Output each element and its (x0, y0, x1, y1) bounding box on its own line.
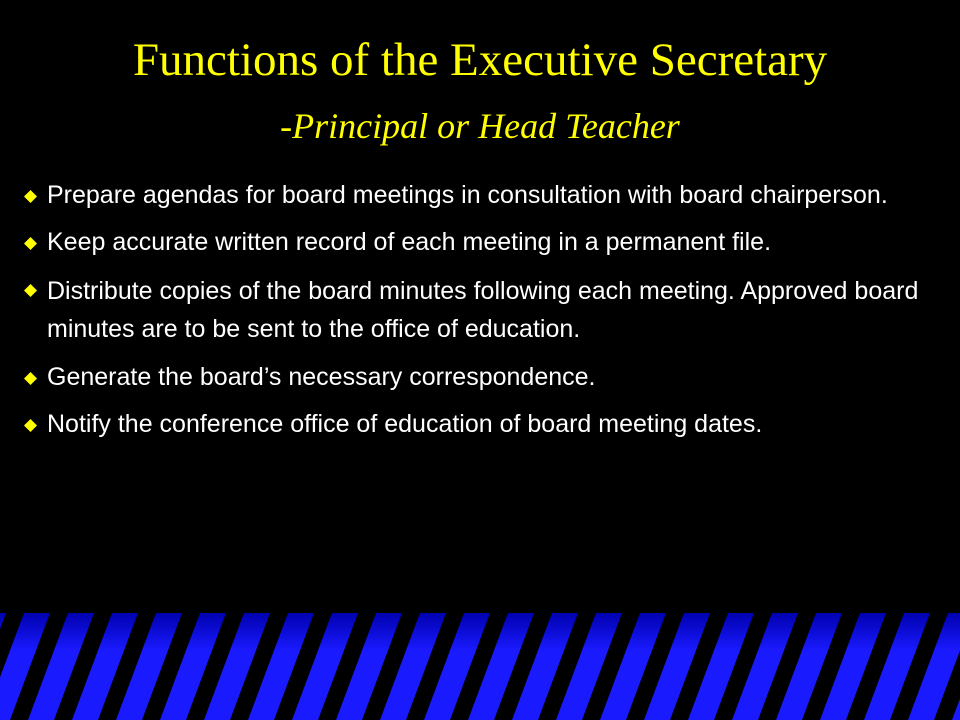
diamond-bullet-icon (24, 372, 37, 385)
subtitle-dash: - (280, 106, 293, 146)
diamond-bullet-icon (24, 237, 37, 250)
decorative-stripes (0, 613, 960, 720)
diamond-bullet-icon (24, 419, 37, 432)
bullet-item (18, 225, 943, 260)
bullet-item (18, 360, 943, 395)
slide-title: Functions of the Executive Secretary (132, 34, 828, 86)
bullet-text: Notify the conference office of education of board meeting dates. (47, 410, 763, 438)
bullet-text: Distribute copies of the board minutes following each meeting. Approved board minutes are to be sent to the office of education. (47, 277, 919, 343)
diamond-bullet-icon (24, 190, 37, 203)
bullet-text: Prepare agendas for board meetings in consultation with board chairperson. (47, 181, 888, 209)
diamond-bullet-icon (24, 284, 37, 297)
bullet-text: Generate the board’s necessary correspondence. (47, 363, 596, 391)
bullet-item (18, 178, 943, 213)
bullet-item (18, 272, 943, 348)
bullet-list (18, 178, 943, 454)
bullet-item (18, 407, 943, 442)
slide-subtitle (40, 98, 920, 154)
subtitle-text: Principal or Head Teacher (292, 106, 680, 146)
bullet-text: Keep accurate written record of each meeting in a permanent file. (47, 228, 772, 256)
